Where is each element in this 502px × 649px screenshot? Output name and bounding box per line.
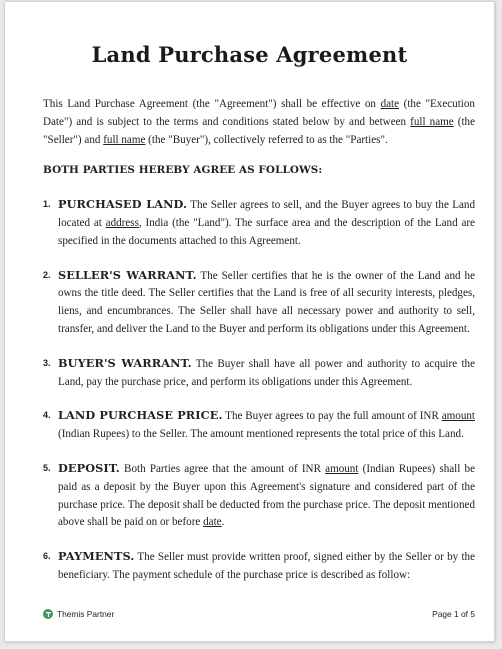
themis-logo-icon: [43, 609, 53, 619]
clause-payments: [43, 548, 475, 585]
buyer-name-field[interactable]: full name: [103, 133, 146, 146]
clause-title: PAYMENTS.: [58, 549, 135, 564]
clause-number: 6.: [43, 551, 51, 562]
clause-land-purchase-price: [43, 407, 475, 444]
effective-date-field[interactable]: date: [380, 98, 400, 110]
clause-text: The Buyer agrees to pay the full amount of INR: [222, 410, 442, 423]
clause-text: The Buyer shall have all power and authority to acquire the Land, pay the purchase price, and perform its obligations under this Agreement.: [58, 357, 475, 388]
page-number: Page 1 of 5: [432, 609, 475, 619]
intro-paragraph: [43, 96, 475, 149]
land-address-field[interactable]: address: [105, 216, 139, 229]
document-body: [43, 96, 475, 601]
clause-buyers-warrant: [43, 355, 475, 392]
clause-number: 5.: [43, 462, 51, 473]
brand-name: Themis Partner: [57, 609, 115, 619]
document-title: Land Purchase Agreement: [91, 42, 408, 67]
clause-title: DEPOSIT.: [58, 460, 120, 475]
clause-number: 4.: [43, 410, 51, 421]
clause-sellers-warrant: [43, 267, 475, 339]
agreement-heading: BOTH PARTIES HEREBY AGREE AS FOLLOWS:: [43, 164, 323, 177]
clause-text: The Seller must provide written proof, signed either by the Seller or by the beneficiary. The payment schedule of the purchase price is described as follow:: [58, 551, 475, 581]
intro-text-2: (the "Execution Date") and is subject to the terms and conditions stated below by and between: [43, 98, 475, 128]
clause-title: LAND PURCHASE PRICE.: [58, 408, 223, 423]
clause-title: BUYER'S WARRANT.: [58, 355, 192, 370]
page-footer: [43, 609, 475, 623]
deposit-date-field[interactable]: date: [203, 516, 222, 529]
deposit-amount-field[interactable]: amount: [325, 462, 359, 475]
clause-title: SELLER'S WARRANT.: [58, 267, 197, 282]
clause-title: PURCHASED LAND.: [58, 197, 188, 212]
clause-text: The Seller agrees to sell, and the Buyer agrees to buy the Land located at: [58, 199, 475, 229]
intro-text-1: This Land Purchase Agreement (the "Agreement") shall be effective on: [43, 98, 381, 110]
clause-text: (Indian Rupees) to the Seller. The amount mentioned represents the total price of this Land.: [58, 428, 464, 441]
clause-text: The Seller certifies that he is the owner of the Land and he owns the title deed. The Seller certifies that the Land is free of all security interests, pledges, liens, and encumbrances. The Seller shall have all necessary power and authority to sell, transfer, and deliver the Land to the Buyer and perform its obligations under this Agreement.: [58, 269, 475, 335]
seller-name-field[interactable]: full name: [410, 115, 454, 128]
clause-deposit: [43, 460, 475, 532]
purchase-amount-field[interactable]: amount: [441, 410, 475, 423]
clause-list: [43, 196, 475, 585]
clause-number: 3.: [43, 357, 51, 368]
clause-text: .: [221, 516, 225, 529]
document-page: [5, 2, 495, 642]
clause-text: (Indian Rupees) shall be paid as a deposit by the Buyer upon this Agreement's signature and considered part of the purchase price. The deposit shall be deducted from the purchase price. The deposit mentioned above shall be paid on or before: [58, 462, 475, 529]
clause-text: , India (the "Land"). The surface area and the description of the Land are specified in the documents attached to this Agreement.: [58, 216, 475, 247]
clause-text: Both Parties agree that the amount of INR: [119, 462, 326, 475]
clause-number: 1.: [43, 199, 51, 210]
clause-number: 2.: [43, 269, 51, 280]
intro-text-3: (the "Seller") and: [43, 115, 476, 146]
intro-text-4: (the "Buyer"), collectively referred to as the "Parties".: [145, 133, 388, 146]
clause-purchased-land: [43, 196, 475, 250]
footer-brand: [43, 609, 114, 619]
